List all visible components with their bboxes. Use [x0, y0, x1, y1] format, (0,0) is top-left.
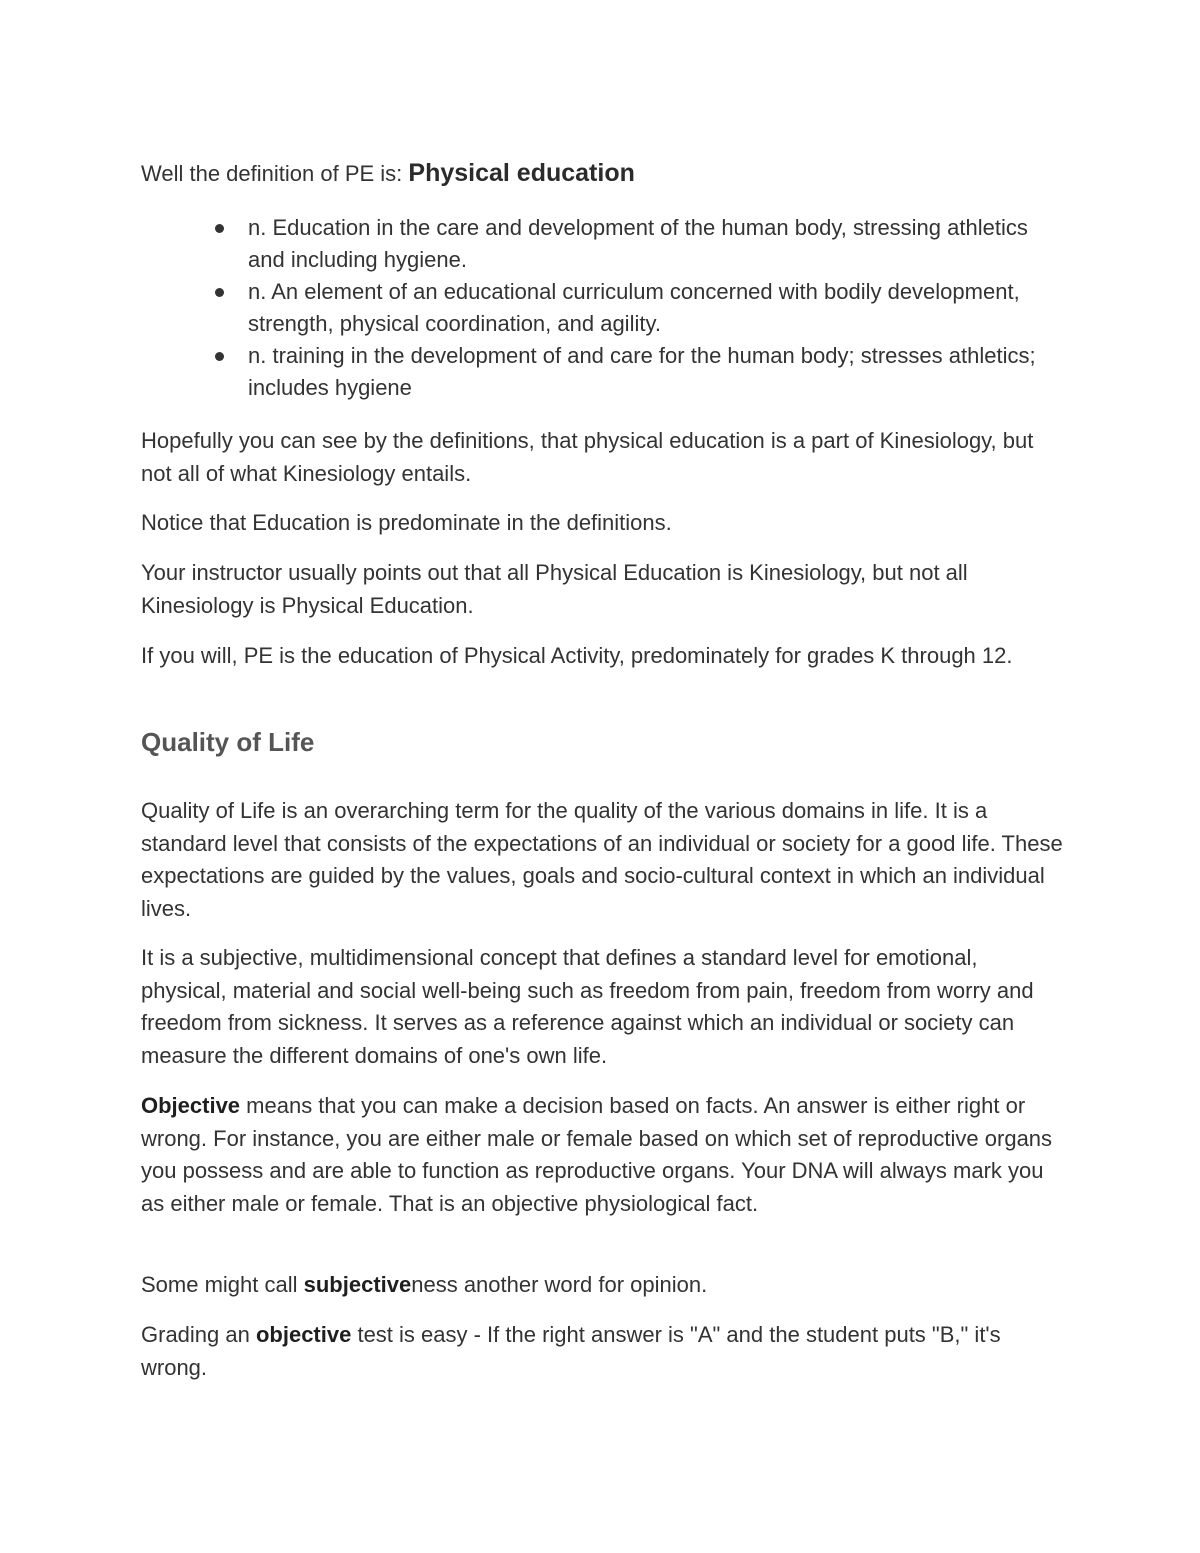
paragraph-grading	[141, 1319, 1066, 1384]
paragraph-subjectiveness	[141, 1269, 1066, 1302]
subjective-after: ness another word for opinion.	[411, 1272, 708, 1297]
grading-after: test is easy - If the right answer is "A" and the student puts "B," it's wrong.	[141, 1322, 1001, 1380]
definition-text: n. Education in the care and development of the human body, stressing athletics and including hygiene.	[248, 215, 1028, 272]
paragraph-kinesiology-part: Hopefully you can see by the definitions, that physical education is a part of Kinesiology, but not all of what Kinesiology entails.	[141, 428, 1034, 486]
paragraph-objective	[141, 1090, 1066, 1220]
bullet-icon	[215, 288, 224, 297]
objective-text: means that you can make a decision based on facts. An answer is either right or wrong. For instance, you are either male or female based on which set of reproductive organs you possess and are able to function as reproductive organs. Your DNA will always mark you as either male or female. That is an objective physiological fact.	[141, 1093, 1053, 1216]
paragraph-education-predominate: Notice that Education is predominate in the definitions.	[141, 510, 672, 535]
grading-term: objective	[255, 1322, 352, 1347]
paragraph-instructor-note: Your instructor usually points out that all Physical Education is Kinesiology, but not all Kinesiology is Physical Education.	[141, 560, 968, 618]
section-heading: Quality of Life	[141, 727, 315, 757]
bullet-icon	[215, 352, 224, 361]
bullet-icon	[215, 224, 224, 233]
list-item	[141, 340, 1066, 404]
intro-term: Physical education	[408, 159, 635, 187]
definitions-list	[141, 212, 1066, 404]
intro-lead: Well the definition of PE is:	[141, 161, 409, 186]
subjective-term: subjective	[303, 1272, 412, 1297]
grading-before: Grading an	[141, 1322, 256, 1347]
paragraph-subjective-concept: It is a subjective, multidimensional concept that defines a standard level for emotional, physical, material and social well-being such as freedom from pain, freedom from worry and freedom from sickness. It serves as a reference against which an individual or society can measure the different domains of one's own life.	[141, 945, 1034, 1068]
paragraph-quality-of-life-definition: Quality of Life is an overarching term for the quality of the various domains in life. It is a standard level that consists of the expectations of an individual or society for a good life. These expectations are guided by the values, goals and socio-cultural context in which an individual lives.	[141, 798, 1063, 921]
list-item	[141, 276, 1066, 340]
subjective-before: Some might call	[141, 1272, 304, 1297]
list-item	[141, 212, 1066, 276]
objective-term: Objective	[141, 1093, 241, 1118]
definition-text: n. An element of an educational curriculum concerned with bodily development, strength, physical coordination, and agility.	[248, 279, 1020, 336]
definition-text: n. training in the development of and care for the human body; stresses athletics; includes hygiene	[248, 343, 1036, 400]
paragraph-pe-grades: If you will, PE is the education of Physical Activity, predominately for grades K through 12.	[141, 643, 1013, 668]
intro-line	[141, 157, 635, 190]
